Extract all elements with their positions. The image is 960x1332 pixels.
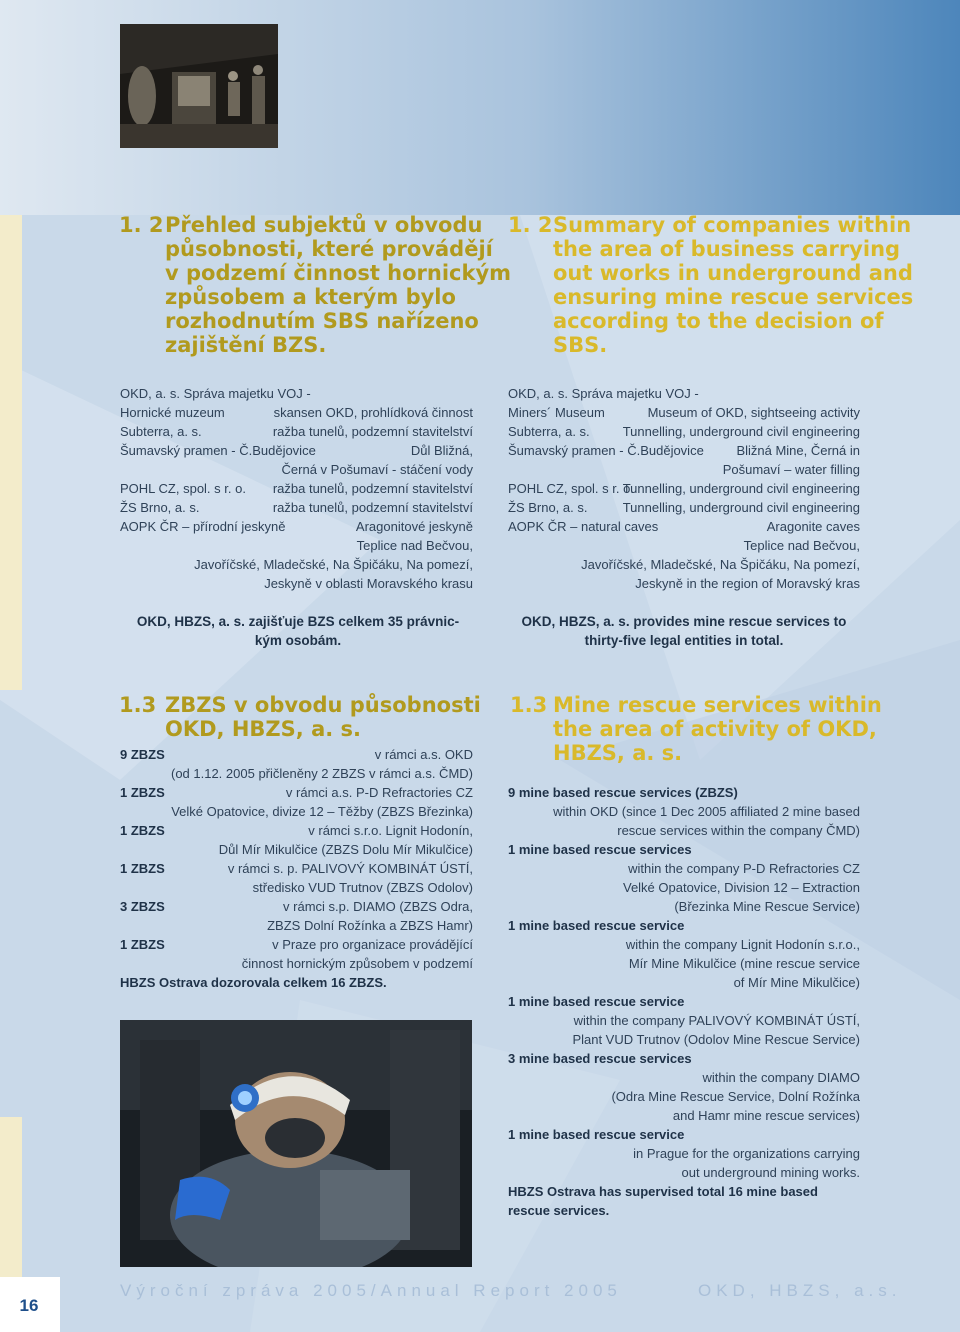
zbzs-detail: and Hamr mine rescue services) [672,1108,860,1123]
company-activity: skansen OKD, prohlídková činnost [273,405,473,420]
zbzs-detail: v rámci s.r.o. Lignit Hodonín, [308,823,473,838]
heading-number: 1. 2 [119,213,164,237]
zbzs-detail: v Praze pro organizace provádějící [272,937,473,952]
company-name: POHL CZ, spol. s r. o. [120,481,246,496]
company-list-en [508,384,860,593]
zbzs-detail: Velké Opatovice, Division 12 – Extraction [622,880,860,895]
zbzs-detail: v rámci s. p. PALIVOVÝ KOMBINÁT ÚSTÍ, [227,861,473,876]
zbzs-detail: středisko VUD Trutnov (ZBZS Odolov) [252,880,473,895]
zbzs-count: 3 ZBZS [120,899,165,914]
heading-line: ZBZS v obvodu působnosti [165,693,481,717]
company-activity: Javoříčské, Mladečské, Na Špičáku, Na pomezí, [581,557,860,572]
company-name: Šumavský pramen - Č.Budějovice [120,443,316,458]
zbzs-list-cz [120,745,473,992]
company-name: POHL CZ, spol. s r. o. [508,481,634,496]
zbzs-count: 1 mine based rescue service [508,994,685,1009]
zbzs-count: 1 mine based rescue services [508,842,692,857]
company-name: Šumavský pramen - Č.Budějovice [508,443,704,458]
zbzs-count: 3 mine based rescue services [508,1051,692,1066]
zbzs-count: 1 ZBZS [120,861,165,876]
page-number: 16 [19,1296,39,1315]
heading-cz-1-2 [119,213,512,357]
company-activity: Jeskyně in the region of Moravský kras [635,576,860,591]
company-activity: Teplice nad Bečvou, [743,538,860,553]
zbzs-detail: ZBZS Dolní Rožínka a ZBZS Hamr) [267,918,473,933]
company-activity: ražba tunelů, podzemní stavitelství [272,481,473,496]
company-activity: Pošumaví – water filling [722,462,860,477]
zbzs-detail: činnost hornickým způsobem v podzemí [241,956,473,971]
zbzs-count: 1 mine based rescue service [508,1127,685,1142]
zbzs-total: HBZS Ostrava has supervised total 16 mine based [508,1184,818,1199]
zbzs-total: HBZS Ostrava dozorovala celkem 16 ZBZS. [120,975,387,990]
company-activity: Tunnelling, underground civil engineering [622,424,860,439]
footer-report-title: Výroční zpráva 2005/Annual Report 2005 [120,1281,622,1300]
zbzs-detail: out underground mining works. [681,1165,860,1180]
zbzs-detail: within the company P-D Refractories CZ [628,861,860,876]
zbzs-detail: within OKD (since 1 Dec 2005 affiliated 2 mine based [553,804,860,819]
summary-line: thirty-five legal entities in total. [584,633,784,648]
zbzs-detail: (Březinka Mine Rescue Service) [674,899,860,914]
zbzs-count: 9 mine based rescue services (ZBZS) [508,785,738,800]
zbzs-detail: Mír Mine Mikulčice (mine rescue service [628,956,860,971]
zbzs-detail: Důl Mír Mikulčice (ZBZS Dolu Mír Mikulčice) [218,842,473,857]
zbzs-count: 1 ZBZS [120,785,165,800]
company-name: ŽS Brno, a. s. [120,500,200,515]
heading-line: according to the decision of [553,309,884,333]
zbzs-detail: Velké Opatovice, divize 12 – Těžby (ZBZS Březinka) [171,804,473,819]
zbzs-detail: v rámci a.s. P-D Refractories CZ [285,785,473,800]
heading-line: Mine rescue services within [553,693,882,717]
company-activity: Aragonite caves [766,519,860,534]
heading-number: 1. 2 [508,213,553,237]
company-activity: ražba tunelů, podzemní stavitelství [272,424,473,439]
heading-line: rozhodnutím SBS nařízeno [165,309,479,333]
company-name: AOPK ČR – přírodní jeskyně [120,519,286,534]
photo-mine-rescuer [120,1020,472,1267]
company-activity: Javoříčské, Mladečské, Na Špičáku, Na pomezí, [194,557,473,572]
company-activity: ražba tunelů, podzemní stavitelství [272,500,473,515]
zbzs-detail: v rámci s.p. DIAMO (ZBZS Odra, [283,899,473,914]
heading-line: ensuring mine rescue services [553,285,914,309]
company-activity: Jeskyně v oblasti Moravského krasu [264,576,473,591]
zbzs-detail: of Mír Mine Mikulčice) [733,975,860,990]
heading-line: způsobem a kterým bylo [165,285,456,309]
zbzs-detail: within the company PALIVOVÝ KOMBINÁT ÚSTÍ, [573,1013,860,1028]
company-activity: Aragonitové jeskyně [355,519,473,534]
heading-line: OKD, HBZS, a. s. [165,717,362,741]
heading-line: out works in underground and [553,261,913,285]
company-activity: Bližná Mine, Černá in [736,443,860,458]
zbzs-count: 9 ZBZS [120,747,165,762]
heading-en-1-3 [510,693,882,765]
zbzs-detail: (od 1.12. 2005 přičleněny 2 ZBZS v rámci a.s. ČMD) [170,766,473,781]
zbzs-detail: Plant VUD Trutnov (Odolov Mine Rescue Service) [572,1032,860,1047]
company-activity: Důl Bližná, [410,443,473,458]
zbzs-detail: within the company DIAMO [702,1070,860,1085]
summary-line: OKD, HBZS, a. s. zajišťuje BZS celkem 35 právnic- [136,614,460,629]
heading-cz-1-3 [119,693,479,741]
heading-line: the area of activity of OKD, [553,717,877,741]
company-name: ŽS Brno, a. s. [508,500,588,515]
summary-en [508,612,860,650]
zbzs-detail: within the company Lignit Hodonín s.r.o., [625,937,860,952]
company-name: AOPK ČR – natural caves [508,519,659,534]
heading-en-1-2 [508,213,914,357]
summary-cz [120,612,476,650]
heading-line: the area of business carrying [553,237,901,261]
company-list-cz [120,384,473,593]
heading-line: HBZS, a. s. [553,741,683,765]
heading-line: Summary of companies within [553,213,912,237]
heading-line: v podzemí činnost hornickým [165,261,512,285]
zbzs-total: rescue services. [508,1203,610,1218]
zbzs-detail: (Odra Mine Rescue Service, Dolní Rožínka [611,1089,860,1104]
footer-company: OKD, HBZS, a.s. [698,1281,902,1300]
company-name: OKD, a. s. Správa majetku VOJ - [508,386,699,401]
zbzs-detail: v rámci a.s. OKD [374,747,473,762]
zbzs-detail: in Prague for the organizations carrying [633,1146,860,1161]
company-name: OKD, a. s. Správa majetku VOJ - [120,386,311,401]
company-activity: Tunnelling, underground civil engineering [622,500,860,515]
heading-line: Přehled subjektů v obvodu [165,213,483,237]
company-activity: Tunnelling, underground civil engineering [622,481,860,496]
company-name: Subterra, a. s. [508,424,590,439]
summary-line: kým osobám. [254,633,342,648]
summary-line: OKD, HBZS, a. s. provides mine rescue services to [521,614,847,629]
company-name: Miners´ Museum [508,405,605,420]
photo-historic-miners [120,24,278,148]
zbzs-count: 1 ZBZS [120,937,165,952]
zbzs-detail: rescue services within the company ČMD) [617,823,860,838]
heading-line: působnosti, které provádějí [165,237,493,261]
zbzs-count: 1 ZBZS [120,823,165,838]
heading-number: 1.3 [119,693,157,717]
company-activity: Teplice nad Bečvou, [356,538,473,553]
zbzs-count: 1 mine based rescue service [508,918,685,933]
company-activity: Černá v Pošumaví - stáčení vody [281,462,473,477]
zbzs-list-en [508,783,860,1220]
heading-line: zajištění BZS. [165,333,327,357]
company-name: Hornické muzeum [120,405,225,420]
company-activity: Museum of OKD, sightseeing activity [647,405,860,420]
heading-line: SBS. [553,333,608,357]
heading-number: 1.3 [510,693,548,717]
company-name: Subterra, a. s. [120,424,202,439]
